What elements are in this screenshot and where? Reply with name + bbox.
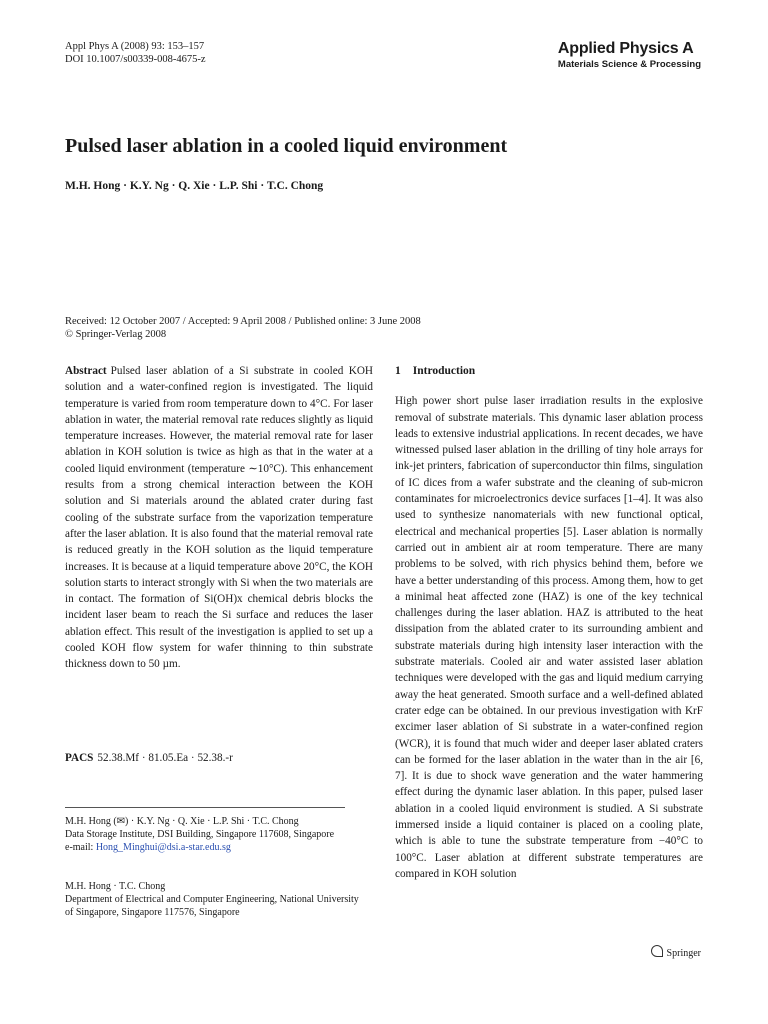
author-list: M.H. Hong · K.Y. Ng · Q. Xie · L.P. Shi · T.C. Chong	[65, 180, 324, 192]
footnote-divider	[65, 807, 345, 808]
publication-history	[65, 315, 421, 341]
affiliation-1	[65, 815, 365, 854]
abstract	[65, 363, 373, 673]
abstract-text: Pulsed laser ablation of a Si substrate in cooled KOH solution and a water-confined region is investigated. The liquid temperature is varied from room temperature down to 4°C. For laser ablation in water, the material removal rate reduces slightly as liquid temperature increases. However, the material removal rate for laser ablation in KOH solution is twice as high as that in the water at a cooled liquid environment (temperature ∼10°C). This enhancement results from a strong chemical interaction between the KOH solution and Si materials around the ablated crater during fast cooling of the substrate surface from the vaporization temperature after the laser ablation. It is also found that the material removal rate is reduced greatly in the KOH solution as the liquid temperature increases. It is because at a liquid temperature above 20°C, the KOH solution starts to interact strongly with Si when the two materials are in contact. The formation of Si(OH)x chemical debris blocks the incident laser beam to reach the Si surface and reduces the laser ablation effect. This result of the investigation is applied to set up a cooled KOH flow system for wafer thinning to thin substrate thickness down to 50 µm.	[65, 365, 373, 671]
abstract-label: Abstract	[65, 365, 107, 377]
paper-title: Pulsed laser ablation in a cooled liquid environment	[65, 135, 508, 157]
affiliation-1-institution: Data Storage Institute, DSI Building, Singapore 117608, Singapore	[65, 829, 335, 840]
affiliation-1-email	[65, 841, 365, 854]
section-title: Introduction	[412, 365, 476, 377]
springer-logo-icon	[651, 945, 663, 957]
email-link[interactable]: Hong_Minghui@dsi.a-star.edu.sg	[95, 842, 231, 853]
journal-brand	[558, 40, 701, 70]
publisher-name: Springer	[666, 948, 701, 959]
pacs-codes: 52.38.Mf · 81.05.Ea · 52.38.-r	[97, 752, 233, 764]
email-label: e-mail:	[65, 842, 96, 853]
history-dates: Received: 12 October 2007 / Accepted: 9 April 2008 / Published online: 3 June 2008	[65, 316, 421, 327]
pacs	[65, 752, 233, 764]
publisher-footer	[651, 945, 701, 959]
journal-name: Applied Physics A	[557, 40, 694, 57]
section-number: 1	[395, 365, 401, 377]
journal-citation-block	[65, 40, 206, 66]
affiliation-2-names: M.H. Hong · T.C. Chong	[65, 881, 166, 892]
copyright: © Springer-Verlag 2008	[65, 329, 167, 340]
affiliation-1-names: M.H. Hong (✉) · K.Y. Ng · Q. Xie · L.P. Shi · T.C. Chong	[65, 816, 299, 827]
affiliation-2-institution: Department of Electrical and Computer Engineering, National University of Singapore, Singapore 117576, Singapore	[65, 894, 359, 918]
section-heading	[395, 363, 703, 379]
pacs-label: PACS	[65, 752, 94, 764]
doi: DOI 10.1007/s00339-008-4675-z	[65, 54, 206, 65]
introduction-section	[395, 363, 703, 882]
affiliation-2	[65, 880, 365, 919]
journal-citation: Appl Phys A (2008) 93: 153–157	[65, 41, 205, 52]
introduction-text: High power short pulse laser irradiation results in the explosive removal of substrate materials. This dynamic laser ablation process leads to extensive industrial applications. In recent decades, we have witnessed pulsed laser ablation in the drilling of tiny hole arrays for ink-jet printers, fabrication of superconductor thin films, singulation of IC dices from a wafer substrate and the cleaning of sub-micron contaminates for microelectronics device surfaces [1–4]. It was also used to synthesize nanomaterials with new functional optical, electrical and mechanical properties [5]. Laser ablation is normally carried out in ambient air at room temperature. There are many problems to be solved, with rich physics behind them, before we have a better understanding of this process. Among them, how to get a minimal heat affected zone (HAZ) is one of the key technical challenges during the laser ablation. HAZ is attributed to the heat dissipation from the ablated crater to its surrounding ambient and substrate materials during high intensity laser interaction with the substrate materials. Cooled air and water assisted laser ablation techniques were developed with the gas and liquid medium carrying away the heat generated. Smooth surface and a well-defined ablated crater edge can be obtained. In our previous investigation with KrF excimer laser ablation of Si substrate in a water-confined region (WCR), it is found that much wider and deeper laser ablated craters can be formed for the laser ablation in the water than in the air [6, 7]. It is due to shock wave generation and the water hammering effect during the dynamic laser ablation. In this paper, pulsed laser ablation in a cooled liquid environment is studied. A Si substrate immersed inside a liquid container is placed on a cooling plate, which is able to tune the substrate temperature from −40°C to 100°C. Laser ablation at different substrate temperatures are compared in KOH solution	[395, 395, 703, 880]
journal-subtitle: Materials Science & Processing	[557, 59, 701, 70]
